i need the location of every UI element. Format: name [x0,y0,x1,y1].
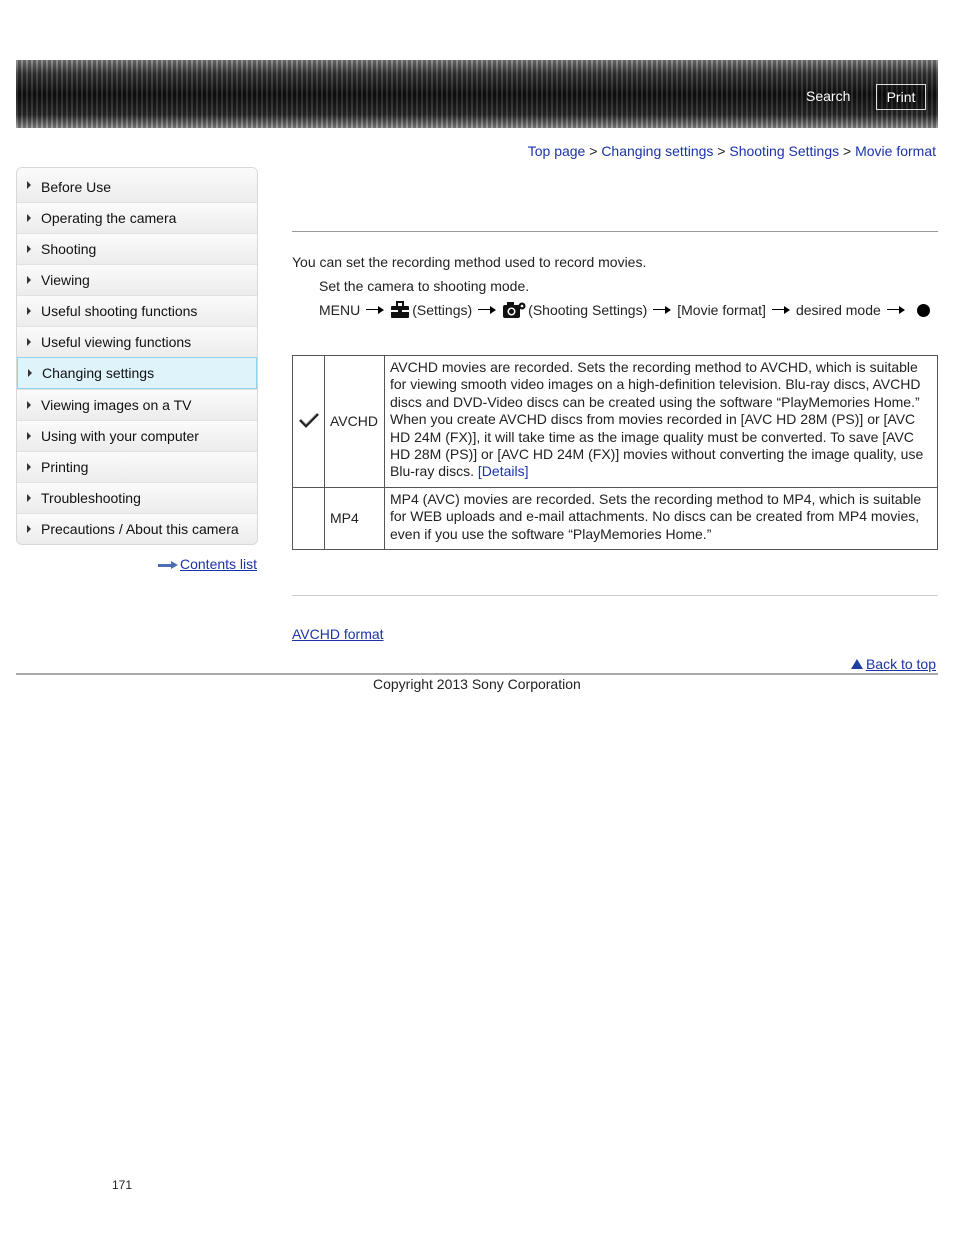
sidebar-item-label: Viewing [41,272,90,288]
menu-label: MENU [319,302,361,318]
mode-name: MP4 [325,487,385,549]
contents-list-label: Contents list [180,556,258,572]
breadcrumb-shooting-settings[interactable]: Shooting Settings [729,143,840,159]
mode-description [385,356,938,488]
mode-name: AVCHD [325,356,385,488]
description-text: MP4 (AVC) movies are recorded. Sets the recording method to MP4, which is suitable for WEB uploads and e-mail attachments. No discs can be created from MP4 movies, even if you use the software “PlayMemories Home.” [390,490,922,542]
triangle-right-icon [27,494,31,502]
footer-divider [16,673,938,675]
triangle-right-icon [27,214,31,222]
sidebar-item-label: Useful viewing functions [41,334,192,350]
avchd-format-link[interactable]: AVCHD format [292,626,384,642]
sidebar-item-label: Useful shooting functions [41,303,198,319]
divider [292,231,938,232]
sidebar-item-shooting[interactable] [17,233,257,264]
triangle-right-icon [27,432,31,440]
arrow-right-icon [887,306,905,314]
sidebar-item-label: Troubleshooting [41,490,141,506]
triangle-right-icon [27,307,31,315]
arrow-right-icon [478,306,496,314]
divider [292,595,938,596]
triangle-right-icon [27,463,31,471]
intro-text: You can set the recording method used to record movies. [292,254,647,270]
settings-label: (Settings) [412,302,473,318]
sidebar-item-label: Changing settings [42,365,155,381]
table-row [293,356,938,488]
breadcrumb-changing-settings[interactable]: Changing settings [601,143,714,159]
breadcrumb-separator: > [843,143,852,159]
sidebar-item-label: Before Use [41,179,112,195]
sidebar-item-label: Shooting [41,241,97,257]
breadcrumb-movie-format[interactable]: Movie format [855,143,936,159]
sidebar-item-before-use[interactable] [17,168,257,202]
contents-list-link[interactable] [158,556,257,572]
table-row [293,487,938,549]
triangle-right-icon [27,245,31,253]
movie-format-label: [Movie format] [677,302,766,318]
arrow-right-icon [158,562,178,568]
triangle-right-icon [27,276,31,284]
print-button[interactable]: Print [876,84,926,110]
sidebar-item-label: Printing [41,459,89,475]
menu-path [319,301,930,319]
toolbox-settings-icon [390,301,410,319]
breadcrumb-top-page[interactable]: Top page [527,143,586,159]
search-button[interactable]: Search [806,88,851,104]
page-number: 171 [112,1178,133,1192]
sidebar-item-viewing[interactable] [17,264,257,295]
header-bar [16,60,938,128]
default-cell [293,356,325,488]
breadcrumb-separator: > [717,143,726,159]
desired-mode-label: desired mode [795,302,881,318]
triangle-right-icon [27,181,31,189]
back-to-top-label: Back to top [865,656,936,672]
sidebar-item-viewing-tv[interactable] [17,389,257,420]
triangle-right-icon [27,525,31,533]
sidebar-nav [16,167,258,545]
sidebar-item-label: Operating the camera [41,210,177,226]
sidebar-item-operating-camera[interactable] [17,202,257,233]
mode-description [385,487,938,549]
arrow-right-icon [653,306,671,314]
camera-settings-icon [502,301,526,319]
copyright: Copyright 2013 Sony Corporation [373,676,581,692]
checkmark-icon [299,412,319,428]
description-text: AVCHD movies are recorded. Sets the recording method to AVCHD, which is suitable for viewing smooth video images on a high-definition television. Blu-ray discs, AVCHD discs and DVD-Video discs can be created using the software “PlayMemories Home.” When you create AVCHD discs from movies recorded in [AVC HD 28M (PS)] or [AVC HD 24M (FX)], it will take time as the image quality must be converted. To save [AVC HD 28M (PS)] or [AVC HD 24M (FX)] movies without converting the image quality, use Blu-ray discs. [390,359,924,480]
default-cell [293,487,325,549]
sidebar-item-printing[interactable] [17,451,257,482]
sidebar-item-label: Precautions / About this camera [41,521,239,537]
center-button-icon [917,304,930,317]
sidebar-item-troubleshooting[interactable] [17,482,257,513]
arrow-right-icon [366,306,384,314]
sidebar-item-label: Viewing images on a TV [41,397,192,413]
sidebar-item-useful-viewing[interactable] [17,326,257,357]
back-to-top-link[interactable] [851,656,936,672]
triangle-right-icon [27,401,31,409]
sidebar-item-label: Using with your computer [41,428,199,444]
arrow-right-icon [772,306,790,314]
breadcrumb [528,143,936,159]
sidebar-item-precautions[interactable] [17,513,257,544]
sidebar-item-useful-shooting[interactable] [17,295,257,326]
sidebar-item-changing-settings[interactable] [17,357,257,389]
sidebar-item-computer[interactable] [17,420,257,451]
mode-table [292,355,938,550]
step-text: Set the camera to shooting mode. [319,278,530,294]
shooting-settings-label: (Shooting Settings) [528,302,648,318]
triangle-right-icon [28,369,32,377]
details-link[interactable]: [Details] [477,463,529,480]
triangle-up-icon [851,659,863,669]
breadcrumb-separator: > [589,143,598,159]
triangle-right-icon [27,338,31,346]
